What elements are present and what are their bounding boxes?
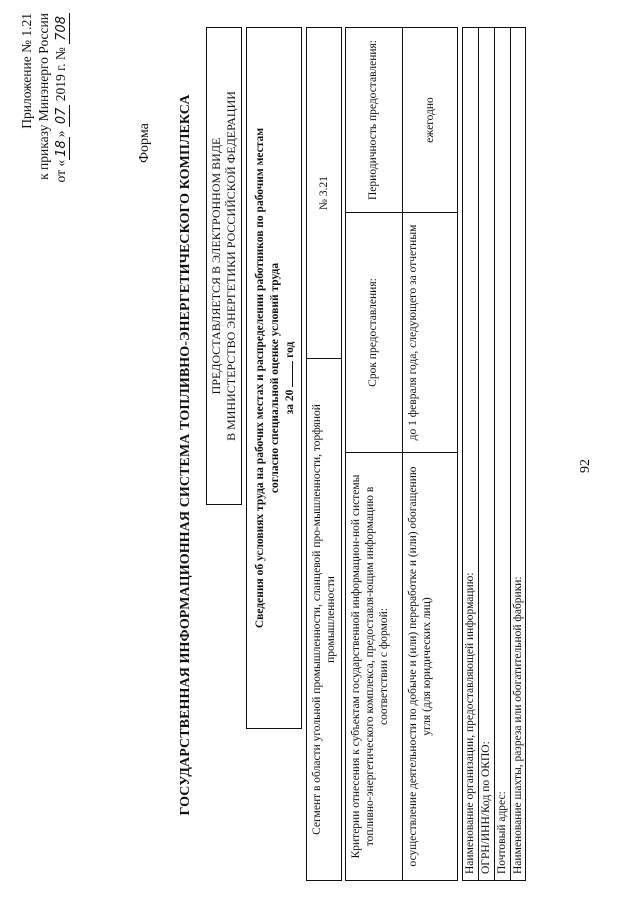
- submission-line-1: ПРЕДОСТАВЛЯЕТСЯ В ЭЛЕКТРОННОМ ВИДЕ: [209, 137, 223, 395]
- appendix-line-2: к приказу Минэнерго России: [36, 13, 51, 180]
- info-row-ogrn: ОГРН/ИНН/Код по ОКПО:: [479, 28, 495, 880]
- segment-number: № 3.21: [318, 176, 330, 210]
- date-prefix: от «: [53, 159, 68, 183]
- submission-box: [206, 27, 242, 505]
- deadline-value: до 1 февраля года, следующего за отчетным: [403, 212, 458, 452]
- criteria-body-row: [403, 28, 458, 880]
- criteria-header-row: [346, 28, 403, 880]
- organization-info-table: [462, 27, 526, 881]
- info-row-facility: Наименование шахты, разреза или обогатительной фабрики:: [512, 576, 524, 874]
- order-number: 708: [54, 13, 70, 44]
- appendix-line-1: Приложение № 1.21: [19, 13, 34, 129]
- page-number: 92: [578, 459, 593, 473]
- criteria-table: [345, 27, 458, 881]
- main-title: ГОСУДАРСТВЕННАЯ ИНФОРМАЦИОННАЯ СИСТЕМА ТОПЛИВНО-ЭНЕРГЕТИЧЕСКОГО КОМПЛЕКСА: [178, 94, 193, 816]
- order-year: 2019 г. №: [53, 43, 68, 105]
- year-blank: [292, 361, 293, 387]
- heading-line-1: Сведения об условиях труда на рабочих местах и распределении работников по рабочим местам: [254, 127, 266, 629]
- year-suffix: год: [284, 341, 296, 358]
- frequency-value: ежегодно: [424, 97, 436, 143]
- info-row-address: Почтовый адрес:: [495, 28, 511, 880]
- form-label: Форма: [137, 123, 152, 163]
- submission-line-2: В МИНИСТЕРСТВО ЭНЕРГЕТИКИ РОССИЙСКОЙ ФЕДЕРАЦИИ: [224, 91, 238, 441]
- appendix-block: [18, 13, 70, 223]
- criteria-value: осуществление деятельности по добыче и (или) переработке и (или) обогащению угля (для юридических лиц): [403, 452, 458, 880]
- heading-line-2: согласно специальной оценке условий труда: [269, 262, 281, 494]
- form-heading-box: [246, 27, 302, 729]
- segment-text: Сегмент в области угольной промышленности, сланцевой про-мышленности, торфяной промышленности: [307, 358, 341, 880]
- order-month: 07: [54, 105, 70, 128]
- appendix-order-date: [52, 13, 70, 223]
- deadline-header: Срок предоставления:: [346, 212, 402, 452]
- segment-row: [306, 27, 342, 881]
- frequency-header: Периодичность предоставления:: [367, 40, 379, 200]
- date-mid: »: [53, 127, 68, 138]
- info-row-organization: Наименование организации, предоставляющей информацию:: [463, 28, 479, 880]
- year-prefix: за 20: [284, 389, 296, 415]
- criteria-header: Критерии отнесения к субъектам государственной информацион-ной системы топливно-энергетического комплекса, предоставля-ющим информацию в соответствии с формой:: [346, 452, 402, 880]
- order-day: 18: [54, 137, 70, 160]
- heading-year-line: [283, 28, 298, 728]
